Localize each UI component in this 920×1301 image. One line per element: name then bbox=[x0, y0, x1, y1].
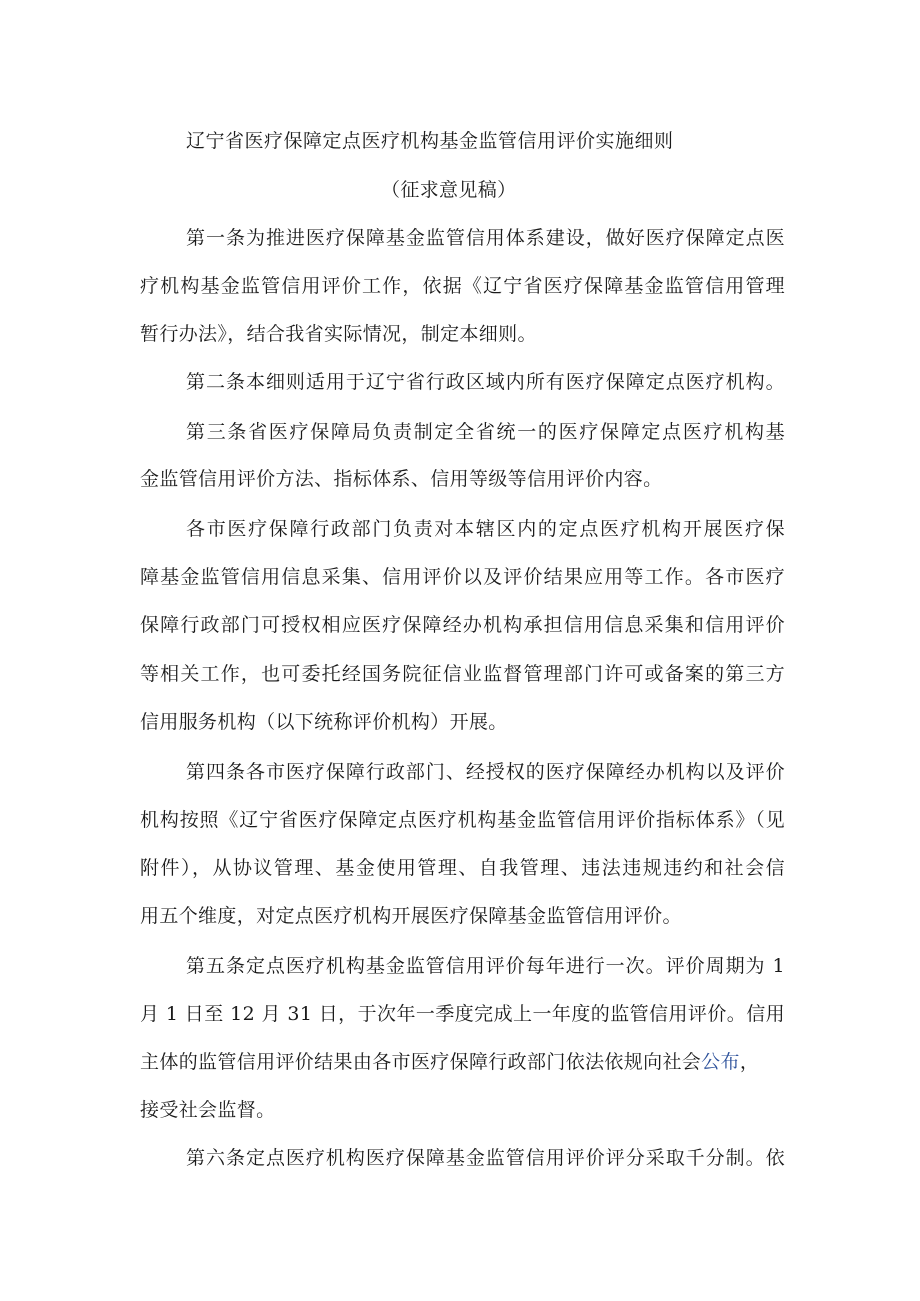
paragraph-line: 月 1 日至 12 月 31 日，于次年一季度完成上一年度的监管信用评价。信用 bbox=[140, 1003, 785, 1025]
paragraph-line: 信用服务机构（以下统称评价机构）开展。 bbox=[140, 711, 508, 733]
paragraph-text: 主体的监管信用评价结果由各市医疗保障行政部门依法依规向社会 bbox=[140, 1051, 702, 1073]
paragraph-line: 保障行政部门可授权相应医疗保障经办机构承担信用信息采集和信用评价 bbox=[140, 614, 785, 636]
paragraph-text: ， bbox=[739, 1051, 760, 1073]
paragraph-line: 第一条为推进医疗保障基金监管信用体系建设，做好医疗保障定点医 bbox=[186, 227, 785, 249]
document-subtitle: （征求意见稿） bbox=[381, 179, 517, 201]
paragraph-line: 疗机构基金监管信用评价工作，依据《辽宁省医疗保障基金监管信用管理 bbox=[140, 275, 785, 297]
paragraph-line: 第六条定点医疗机构医疗保障基金监管信用评价评分采取千分制。依 bbox=[186, 1147, 785, 1169]
paragraph-line: 各市医疗保障行政部门负责对本辖区内的定点医疗机构开展医疗保 bbox=[186, 518, 785, 540]
paragraph-line: 第二条本细则适用于辽宁省行政区域内所有医疗保障定点医疗机构。 bbox=[186, 371, 785, 393]
paragraph-line bbox=[140, 1048, 785, 1076]
paragraph-line: 金监管信用评价方法、指标体系、信用等级等信用评价内容。 bbox=[140, 468, 663, 490]
paragraph-line: 暂行办法》，结合我省实际情况，制定本细则。 bbox=[140, 323, 537, 345]
paragraph-line: 接受社会监督。 bbox=[140, 1099, 276, 1121]
paragraph-line: 用五个维度，对定点医疗机构开展医疗保障基金监管信用评价。 bbox=[140, 905, 682, 927]
paragraph-line: 附件），从协议管理、基金使用管理、自我管理、违法违规违约和社会信 bbox=[140, 857, 785, 879]
paragraph-line: 第四条各市医疗保障行政部门、经授权的医疗保障经办机构以及评价 bbox=[186, 761, 785, 783]
paragraph-line: 第三条省医疗保障局负责制定全省统一的医疗保障定点医疗机构基 bbox=[186, 421, 785, 443]
document-title: 辽宁省医疗保障定点医疗机构基金监管信用评价实施细则 bbox=[186, 130, 674, 152]
paragraph-line: 第五条定点医疗机构基金监管信用评价每年进行一次。评价周期为 1 bbox=[186, 955, 785, 977]
paragraph-line: 等相关工作，也可委托经国务院征信业监督管理部门许可或备案的第三方 bbox=[140, 663, 785, 685]
paragraph-line: 障基金监管信用信息采集、信用评价以及评价结果应用等工作。各市医疗 bbox=[140, 566, 785, 588]
paragraph-line: 机构按照《辽宁省医疗保障定点医疗机构基金监管信用评价指标体系》（见 bbox=[140, 809, 785, 831]
publish-link[interactable]: 公布 bbox=[701, 1051, 740, 1073]
